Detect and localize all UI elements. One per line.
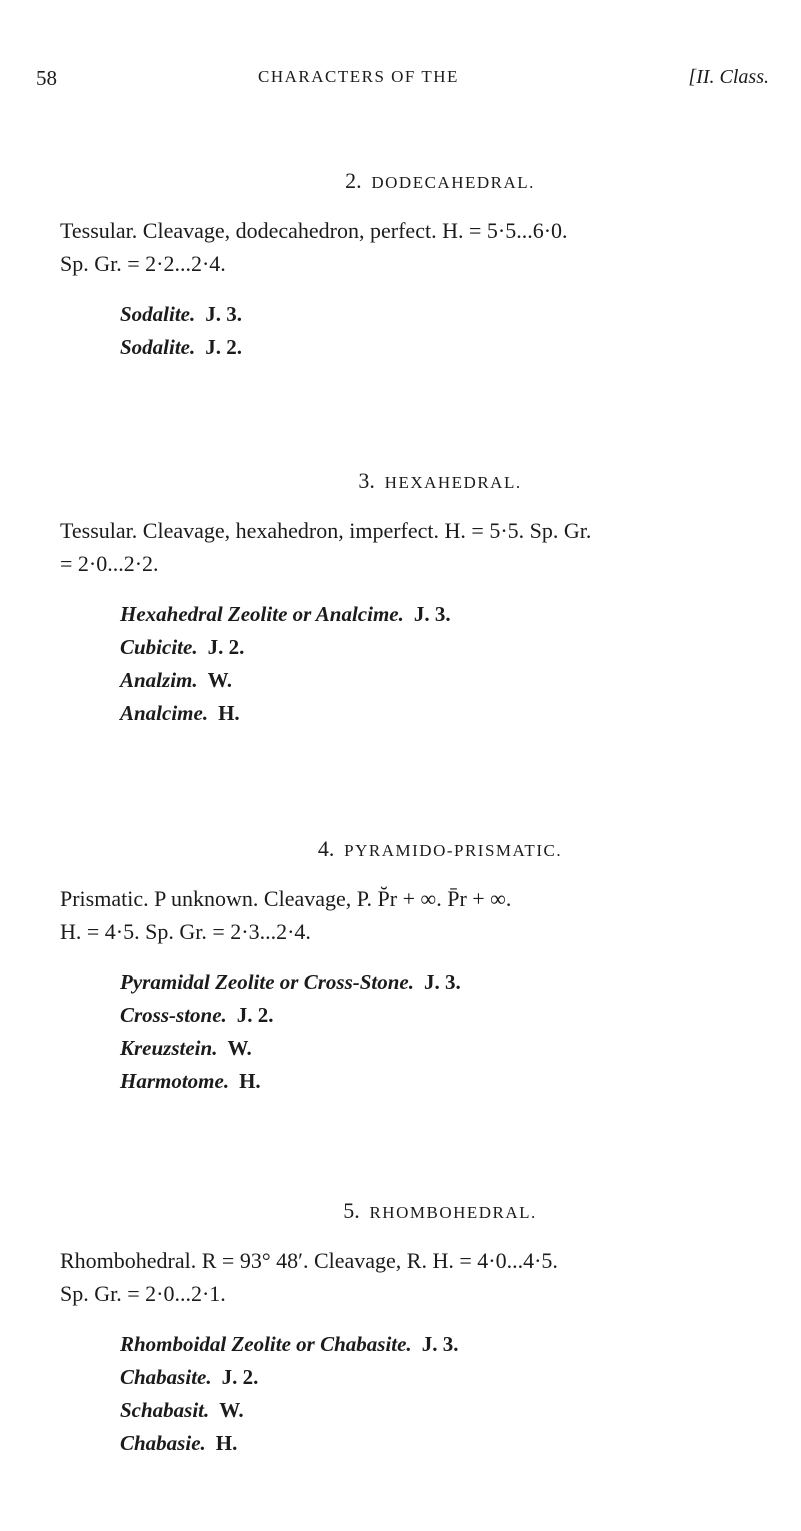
character-description: [60, 1244, 795, 1310]
synonym-name: Schabasit.: [120, 1398, 210, 1422]
synonym-name: Chabasite.: [120, 1365, 212, 1389]
running-head: [36, 66, 777, 96]
synonym-list: [120, 966, 790, 1098]
synonym-source: J. 3.: [421, 1332, 459, 1356]
synonym-source: J. 2.: [207, 635, 245, 659]
description-line: Sp. Gr. = 2·2...2·4.: [60, 251, 226, 276]
description-line: Prismatic. P unknown. Cleavage, P. P̆r + ∞. P̄r + ∞.: [60, 886, 512, 911]
character-description: [60, 882, 795, 948]
section-dodecahedral: [60, 168, 790, 364]
list-item: [120, 1065, 790, 1098]
synonym-source: H.: [215, 1431, 238, 1455]
description-line: Tessular. Cleavage, hexahedron, imperfect. H. = 5·5. Sp. Gr.: [60, 518, 592, 543]
synonym-source: W.: [219, 1398, 244, 1422]
synonym-name: Rhomboidal Zeolite or Chabasite.: [120, 1332, 412, 1356]
list-item: [120, 1032, 790, 1065]
synonym-source: H.: [218, 701, 240, 725]
section-heading: [60, 1198, 790, 1224]
synonym-name: Analcime.: [120, 701, 209, 725]
synonym-source: J. 3.: [413, 602, 451, 626]
synonym-source: J. 2.: [236, 1003, 274, 1027]
section-heading: [60, 836, 790, 862]
character-description: [60, 214, 795, 280]
character-description: [60, 514, 795, 580]
section-name: HEXAHEDRAL.: [384, 473, 522, 492]
section-number: 4.: [317, 836, 335, 861]
synonym-name: Pyramidal Zeolite or Cross-Stone.: [120, 970, 414, 994]
synonym-name: Cubicite.: [120, 635, 198, 659]
description-line: H. = 4·5. Sp. Gr. = 2·3...2·4.: [60, 919, 311, 944]
list-item: [120, 1394, 790, 1427]
synonym-name: Chabasie.: [120, 1431, 206, 1455]
synonym-list: [120, 1328, 790, 1460]
synonym-name: Sodalite.: [120, 302, 196, 326]
list-item: [120, 1427, 790, 1460]
section-heading: [60, 468, 790, 494]
list-item: [120, 1361, 790, 1394]
section-number: 5.: [343, 1198, 360, 1223]
description-line: Rhombohedral. R = 93° 48′. Cleavage, R. H. = 4·0...4·5.: [60, 1248, 558, 1273]
description-line: Tessular. Cleavage, dodecahedron, perfect. H. = 5·5...6·0.: [60, 218, 568, 243]
section-name: PYRAMIDO-PRISMATIC.: [344, 841, 563, 860]
description-line: Sp. Gr. = 2·0...2·1.: [60, 1281, 226, 1306]
section-number: 2.: [345, 168, 362, 193]
synonym-name: Cross-stone.: [120, 1003, 227, 1027]
list-item: [120, 331, 790, 364]
list-item: [120, 999, 790, 1032]
list-item: [120, 631, 790, 664]
synonym-source: J. 3.: [205, 302, 243, 326]
section-hexahedral: [60, 468, 790, 730]
section-name: DODECAHEDRAL.: [371, 173, 535, 192]
synonym-source: J. 2.: [205, 335, 243, 359]
list-item: [120, 298, 790, 331]
list-item: [120, 697, 790, 730]
description-line: = 2·0...2·2.: [60, 551, 159, 576]
page-number: 58: [36, 66, 57, 90]
synonym-name: Analzim.: [120, 668, 198, 692]
synonym-name: Harmotome.: [120, 1069, 230, 1093]
list-item: [120, 1328, 790, 1361]
synonym-source: W.: [227, 1036, 252, 1060]
synonym-list: [120, 298, 790, 364]
section-name: RHOMBOHEDRAL.: [369, 1203, 537, 1222]
synonym-list: [120, 598, 790, 730]
running-title: CHARACTERS OF THE: [258, 67, 459, 86]
synonym-source: J. 3.: [424, 970, 461, 994]
list-item: [120, 966, 790, 999]
section-number: 3.: [358, 468, 375, 493]
synonym-source: H.: [239, 1069, 261, 1093]
list-item: [120, 598, 790, 631]
list-item: [120, 664, 790, 697]
section-heading: [60, 168, 790, 194]
synonym-source: W.: [207, 668, 232, 692]
section-pyramido-prismatic: [60, 836, 790, 1098]
synonym-source: J. 2.: [221, 1365, 259, 1389]
synonym-name: Kreuzstein.: [120, 1036, 218, 1060]
class-reference: [II. Class.: [688, 66, 769, 88]
synonym-name: Hexahedral Zeolite or Analcime.: [120, 602, 404, 626]
section-rhombohedral: [60, 1198, 790, 1460]
synonym-name: Sodalite.: [120, 335, 196, 359]
